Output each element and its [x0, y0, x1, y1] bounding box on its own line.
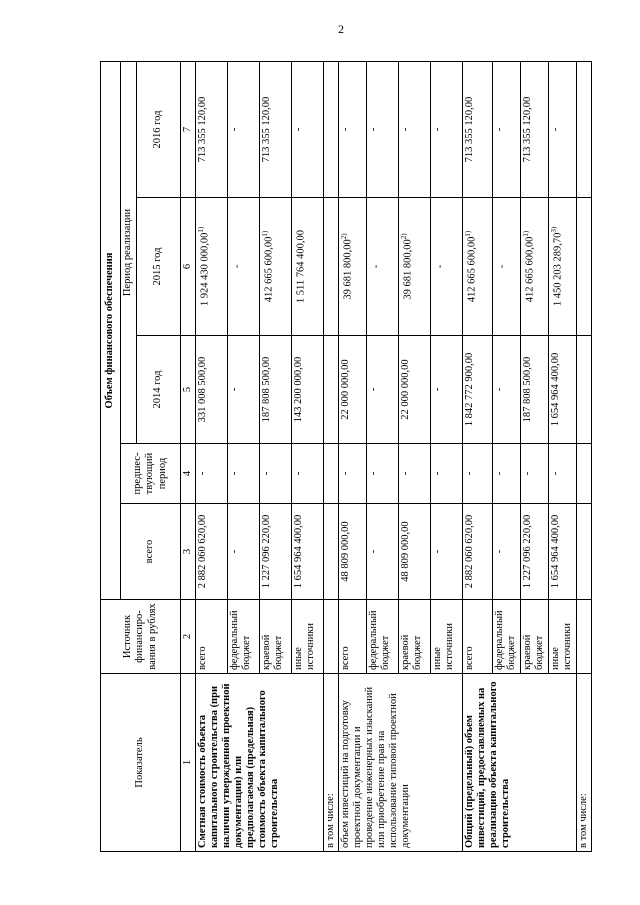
table-cell: 412 665 600,00$^{1)}$: [521, 198, 549, 336]
table-cell: 1 654 964 400,00: [549, 504, 577, 600]
table-cell: федеральный бюджет: [228, 600, 260, 674]
table-cell: -: [196, 444, 228, 504]
table-cell: -: [228, 198, 260, 336]
table-cell: -: [463, 444, 493, 504]
table-cell: -: [228, 444, 260, 504]
table-cell: -: [493, 444, 521, 504]
table-cell: всего: [196, 600, 228, 674]
table-cell: -: [228, 504, 260, 600]
table-cell: 1 227 096 220,00: [521, 504, 549, 600]
table-cell: 713 355 120,00: [196, 62, 228, 198]
table-cell: -: [367, 198, 399, 336]
table-cell: 48 809 000,00: [399, 504, 431, 600]
colnum-1: 1: [181, 674, 196, 852]
table-cell: 187 808 500,00: [521, 336, 549, 444]
table-cell: 143 200 000,00: [292, 336, 324, 444]
table-cell: -: [228, 62, 260, 198]
table-cell: -: [431, 504, 463, 600]
table-cell: -: [367, 444, 399, 504]
table-cell: всего: [463, 600, 493, 674]
table-cell: -: [431, 336, 463, 444]
table-cell: 2 882 060 620,00: [196, 504, 228, 600]
table-cell: -: [367, 336, 399, 444]
table-cell: всего: [339, 600, 367, 674]
table-cell: -: [431, 198, 463, 336]
table-cell: 1 842 772 900,00: [463, 336, 493, 444]
table-cell: -: [493, 336, 521, 444]
table-cell: -: [339, 444, 367, 504]
table-cell: 1 511 764 400,00: [292, 198, 324, 336]
table-cell: -: [292, 62, 324, 198]
colnum-6: 6: [181, 198, 196, 336]
group3-indicator: Общий (предельный) объем инвестиций, предоставляемых на реализацию объекта капитального строительства: [463, 674, 577, 852]
table-cell: -: [367, 62, 399, 198]
table-cell: федеральный бюджет: [493, 600, 521, 674]
header-previous: предшес-твующий период: [121, 444, 181, 504]
table-cell: -: [431, 444, 463, 504]
header-total: всего: [121, 504, 181, 600]
table-cell: краевой бюджет: [521, 600, 549, 674]
table-cell: 412 665 600,00$^{1)}$: [260, 198, 292, 336]
table-cell: -: [431, 62, 463, 198]
table-cell: 22 000 000,00: [399, 336, 431, 444]
header-2016: 2016 год: [137, 62, 181, 198]
table-cell: 1 227 096 220,00: [260, 504, 292, 600]
group1-indicator: Сметная стоимость объекта капитального строительства (при наличии утвержденной проектной документации) или предполагаемая (предельная) стоимость объекта капитального строительства: [196, 674, 324, 852]
table-cell: -: [399, 62, 431, 198]
table-cell: 1 450 203 289,70$^{3)}$: [549, 198, 577, 336]
colnum-7: 7: [181, 62, 196, 198]
colnum-3: 3: [181, 504, 196, 600]
table-cell: 331 008 500,00: [196, 336, 228, 444]
table-cell: -: [521, 444, 549, 504]
header-period: Период реализации: [121, 62, 137, 444]
header-indicator: Показатель: [101, 674, 181, 852]
table-cell: -: [339, 62, 367, 198]
colnum-2: 2: [181, 600, 196, 674]
table-cell: 713 355 120,00: [463, 62, 493, 198]
colnum-5: 5: [181, 336, 196, 444]
table-cell: 39 681 800,00$^{2)}$: [399, 198, 431, 336]
including-label: в том числе:: [324, 674, 339, 852]
table-cell: -: [260, 444, 292, 504]
header-2015: 2015 год: [137, 198, 181, 336]
table-cell: федеральный бюджет: [367, 600, 399, 674]
table-cell: 713 355 120,00: [521, 62, 549, 198]
header-source: Источник финансиро-вания в рублях: [101, 600, 181, 674]
table-cell: краевой бюджет: [260, 600, 292, 674]
table-cell: 187 808 500,00: [260, 336, 292, 444]
group2-indicator: объем инвестиций на подготовку проектной документации и проведение инженерных изысканий или приобретение прав на использование типовой проектной документации: [339, 674, 463, 852]
table-cell: -: [228, 336, 260, 444]
table-cell: иные источники: [431, 600, 463, 674]
table-cell: иные источники: [292, 600, 324, 674]
table-cell: 22 000 000,00: [339, 336, 367, 444]
colnum-4: 4: [181, 444, 196, 504]
including-label: в том числе:: [577, 674, 592, 852]
table-cell: -: [549, 62, 577, 198]
table-cell: 1 924 430 000,00$^{1)}$: [196, 198, 228, 336]
page-number: 2: [338, 22, 344, 36]
table-cell: 39 681 800,00$^{2)}$: [339, 198, 367, 336]
table-cell: 1 654 964 400,00: [549, 336, 577, 444]
header-2014: 2014 год: [137, 336, 181, 444]
header-volume: Объем финансового обеспечения: [101, 62, 121, 600]
table-cell: 2 882 060 620,00: [463, 504, 493, 600]
table-cell: 412 665 600,00$^{1)}$: [463, 198, 493, 336]
table-cell: -: [399, 444, 431, 504]
financing-table: [100, 61, 592, 852]
table-cell: -: [549, 444, 577, 504]
table-cell: 1 654 964 400,00: [292, 504, 324, 600]
table-cell: иные источники: [549, 600, 577, 674]
table-cell: 713 355 120,00: [260, 62, 292, 198]
table-cell: -: [493, 62, 521, 198]
rotated-table-canvas: [100, 62, 590, 852]
table-cell: -: [493, 504, 521, 600]
table-cell: 48 809 000,00: [339, 504, 367, 600]
table-cell: -: [292, 444, 324, 504]
rotated-table-frame: [100, 62, 590, 852]
table-cell: -: [367, 504, 399, 600]
table-cell: -: [493, 198, 521, 336]
table-cell: краевой бюджет: [399, 600, 431, 674]
